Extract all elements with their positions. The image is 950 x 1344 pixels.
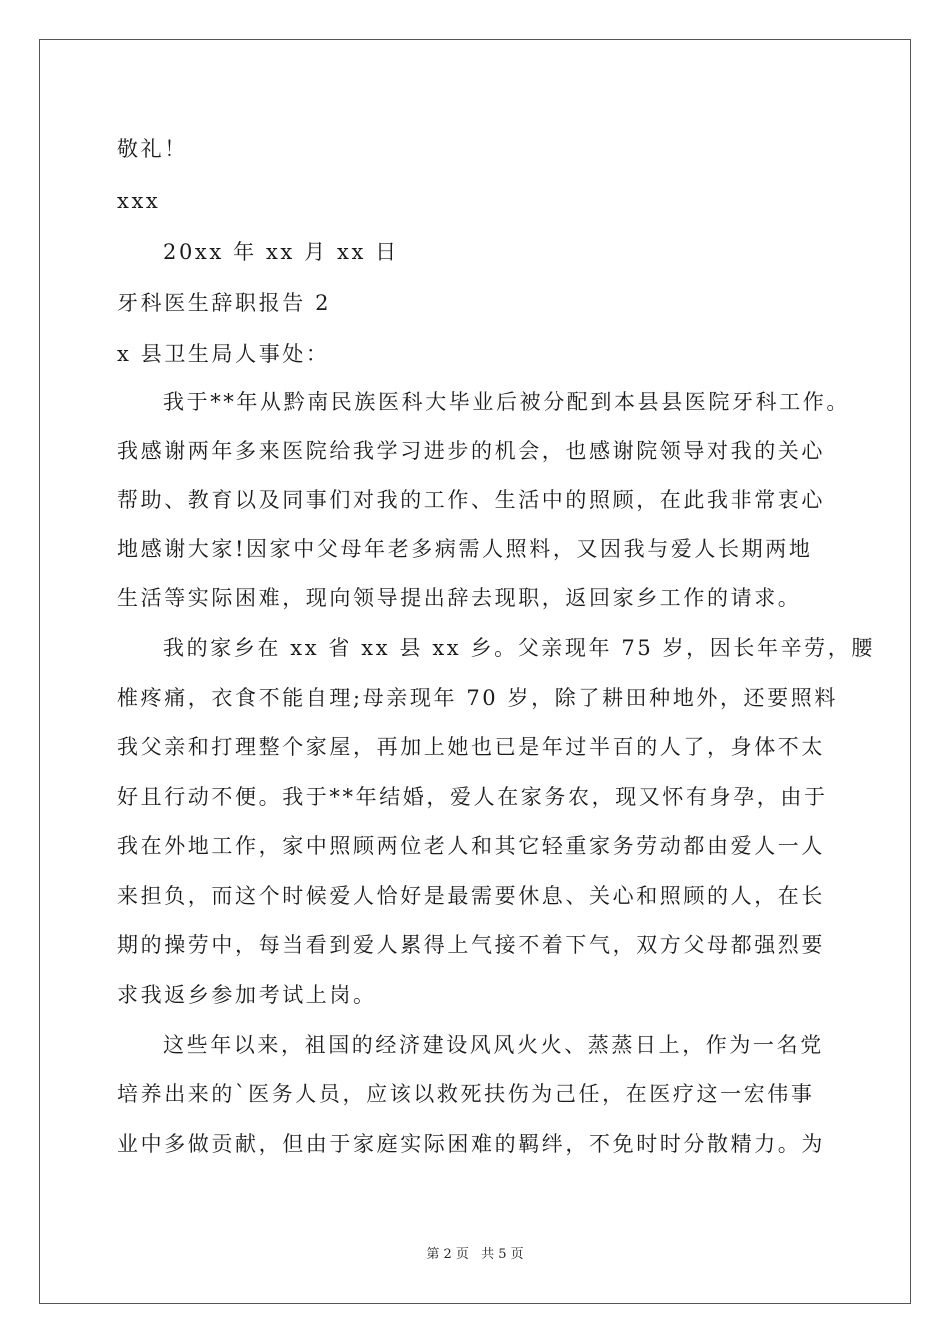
paragraph-line: 求我返乡参加考试上岗。 [117,983,377,1007]
page-number: 第 2 页 [426,1247,469,1262]
paragraph-line: 地感谢大家!因家中父母年老多病需人照料，又因我与爱人长期两地 [117,537,813,561]
paragraph-line: 好且行动不便。我于**年结婚，爱人在家务农，现又怀有身孕，由于 [117,785,828,809]
paragraph-line: 这些年以来，祖国的经济建设风风火火、蒸蒸日上，作为一名党 [163,1033,824,1057]
paragraph-line: 期的操劳中，每当看到爱人累得上气接不着下气，双方父母都强烈要 [117,933,825,957]
paragraph-line: 来担负，而这个时候爱人恰好是最需要休息、关心和照顾的人，在长 [117,884,825,908]
paragraph-line: 我感谢两年多来医院给我学习进步的机会，也感谢院领导对我的关心 [117,439,825,463]
paragraph-line: 椎疼痛，衣食不能自理;母亲现年 70 岁，除了耕田种地外，还要照料 [117,686,838,710]
signature-date: 20xx 年 xx 月 xx 日 [163,240,399,264]
report-title: 牙科医生辞职报告 2 [117,291,332,315]
page-border [39,39,911,1304]
page-total: 共 5 页 [481,1247,524,1262]
signature-name: xxx [117,189,161,213]
page-footer [0,1243,950,1262]
paragraph-line: 培养出来的`医务人员，应该以救死扶伤为己任，在医疗这一宏伟事 [117,1082,815,1106]
paragraph-line: 我在外地工作，家中照顾两位老人和其它轻重家务劳动都由爱人一人 [117,834,825,858]
recipient: x 县卫生局人事处： [117,342,330,366]
paragraph-line: 我于**年从黔南民族医科大毕业后被分配到本县县医院牙科工作。 [163,390,850,414]
paragraph-line: 生活等实际困难，现向领导提出辞去现职，返回家乡工作的请求。 [117,586,802,610]
paragraph-line: 我父亲和打理整个家屋，再加上她也已是年过半百的人了，身体不太 [117,735,825,759]
paragraph-line: 我的家乡在 xx 省 xx 县 xx 乡。父亲现年 75 岁，因长年辛劳，腰 [163,636,875,660]
paragraph-line: 业中多做贡献，但由于家庭实际困难的羁绊，不免时时分散精力。为 [117,1132,825,1156]
closing-salutation: 敬礼！ [117,137,188,161]
paragraph-line: 帮助、教育以及同事们对我的工作、生活中的照顾，在此我非常衷心 [117,488,825,512]
